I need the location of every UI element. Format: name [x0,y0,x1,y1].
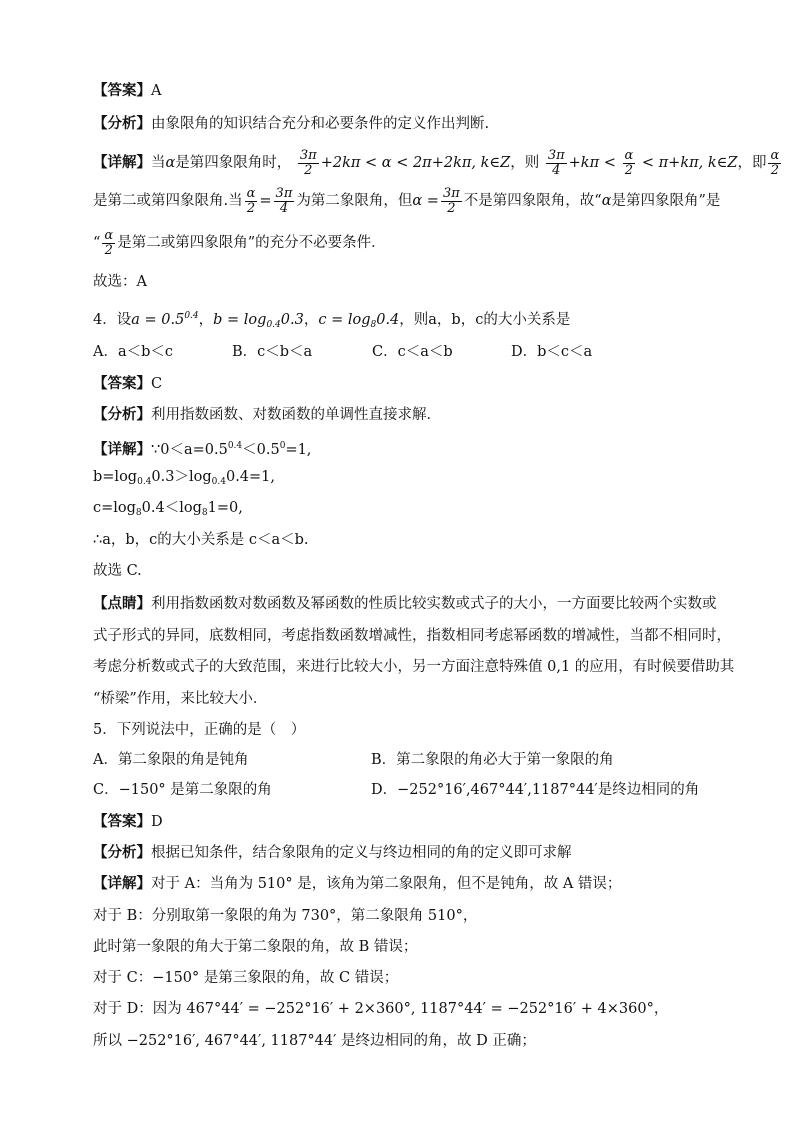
answer-value: C [151,376,163,392]
analysis-text: 利用指数函数、对数函数的单调性直接求解． [151,407,441,423]
option-a[interactable]: A．a＜b＜c [93,344,174,360]
detail-text: b=log [93,469,138,485]
comment-line-4: “桥梁”作用，来比较大小． [93,691,268,707]
detail-text: ，则 [510,155,540,171]
detail-line-4: 对于 C：−150° 是第三象限的角，故 C 错误； [93,970,399,986]
detail-text: 是第二或第四象限角.当 [93,193,243,209]
math-expression: < π+kπ, k∈Z [637,155,738,171]
analysis-tag: 【分析】 [93,844,151,861]
question-4-stem: 4．设$a = 0.5^{0.4}$，$b = \log_{0.4}0.3$，$c = \log_80.4$，则a，b，c的大小关系是 [93,311,571,330]
option-c[interactable]: C．c＜a＜b [372,344,453,360]
question-5-stem: 5．下列说法中，正确的是（ ） [93,722,306,738]
analysis-text: 根据已知条件，结合象限角的定义与终边相同的角的定义即可求解 [151,845,572,861]
option-b[interactable]: B．第二象限的角必大于第一象限的角 [371,752,614,768]
math-expression: α = [412,193,439,209]
detail-text: ∵0＜a=0.5 [151,442,228,458]
analysis-line [93,114,489,134]
math-expression: +kπ < [568,155,621,171]
detail-text: ＜0.5 [242,442,280,458]
answer-line [93,81,161,101]
math-fraction: $\frac{3\pi}{2}$ [299,147,317,178]
detail-text: 不是第四象限角，故“ [463,193,602,209]
detail-text: 1=0, [207,500,243,516]
math-expression: +2kπ < α < 2π+2kπ, k∈Z [320,155,511,171]
detail-text: c=log [93,500,136,516]
math-c-def: $c = \log_80.4$ [318,312,400,330]
detail-tag: 【详解】 [93,154,151,171]
answer-line [93,374,162,394]
math-fraction: $\frac{3\pi}{4}$ [275,185,293,216]
analysis-tag: 【分析】 [93,406,151,423]
answer-value: D [151,814,163,830]
detail-line-2 [93,186,720,216]
detail-line-4: ∴a，b，c的大小关系是 c＜a＜b. [93,532,309,548]
detail-text: 0.3＞log [151,469,212,485]
math-a-def: $a = 0.5^{0.4}$ [131,311,199,328]
comment-line-2: 式子形式的异同，底数相同，考虑指数函数增减性，指数相同考虑幂函数的增减性，当都不相同时， [93,628,731,644]
detail-text: “ [93,235,101,251]
detail-tag: 【详解】 [93,441,151,458]
detail-text: 为第二象限角，但 [296,193,413,209]
math-fraction: $\frac{\alpha}{2}$ [246,185,256,216]
detail-line-1 [93,148,783,178]
detail-line-5: 对于 D：因为 467°44′ = −252°16′ + 2×360°, 1187°44′ = −252°16′ + 4×360°， [93,1001,669,1017]
detail-line-6: 所以 −252°16′, 467°44′, 1187°44′ 是终边相同的角，故 D 正确； [93,1033,536,1049]
option-c[interactable]: C．−150° 是第二象限的角 [93,782,272,798]
detail-line-1 [93,874,621,894]
subscript: 8 [201,508,208,518]
math-fraction: $\frac{\alpha}{2}$ [104,227,114,258]
choose-line: 故选 C. [93,563,142,579]
subscript: 0.4 [137,477,152,487]
analysis-text: 由象限角的知识结合充分和必要条件的定义作出判断. [151,116,490,132]
detail-line-3 [93,228,386,258]
math-alpha: α [165,155,176,171]
detail-text: 是第二或第四象限角”的充分不必要条件． [117,235,386,251]
detail-text: 0.4=1, [225,469,276,485]
subscript: 0.4 [211,477,226,487]
detail-text: 是第四象限角时， [175,155,292,171]
subscript: 8 [135,508,142,518]
detail-text: ，即 [737,155,767,171]
detail-tag: 【详解】 [93,875,151,892]
analysis-line [93,843,572,863]
detail-text: =1, [285,442,312,458]
detail-text: 当 [151,155,166,171]
math-b-def: $b = \log_{0.4}0.3$ [213,312,304,330]
detail-line-3 [93,498,243,523]
answer-line [93,812,163,832]
detail-text: 对于 A：当角为 510° 是，该角为第二象限角，但不是钝角，故 A 错误； [151,876,622,892]
answer-value: A [151,83,162,99]
option-d[interactable]: D．−252°16′,467°44′,1187°44′是终边相同的角 [371,782,700,798]
math-fraction: $\frac{3\pi}{4}$ [547,147,565,178]
detail-line-3: 此时第一象限的角大于第二象限的角，故 B 错误； [93,939,418,955]
stem-text: ，则a，b，c的大小关系是 [399,312,571,328]
comment-line-1 [93,594,717,614]
analysis-line [93,405,441,425]
detail-line-2 [93,467,275,492]
comment-line-3: 考虑分析数或式子的大致范围，来进行比较大小，另一方面注意特殊值 0,1 的应用，有时候要借助其 [93,659,735,675]
stem-text: 4．设 [93,312,132,328]
detail-text: 是第四象限角”是 [611,193,721,209]
math-fraction: $\frac{3\pi}{2}$ [442,185,460,216]
choose-line: 故选：A [93,274,147,290]
math-expression: = [259,193,272,209]
detail-text: 0.4＜log [141,500,202,516]
superscript: 0.4 [227,441,243,451]
answer-tag: 【答案】 [93,375,151,392]
superscript: 0 [279,441,286,451]
option-b[interactable]: B．c＜b＜a [232,344,313,360]
math-alpha: α [601,193,612,209]
option-d[interactable]: D．b＜c＜a [511,344,593,360]
comment-text: 利用指数函数对数函数及幂函数的性质比较实数或式子的大小，一方面要比较两个实数或 [151,596,717,612]
detail-line-2: 对于 B：分别取第一象限的角为 730°，第二象限角 510°， [93,908,478,924]
analysis-tag: 【分析】 [93,115,151,132]
math-fraction: $\frac{\alpha}{2}$ [770,147,780,178]
answer-tag: 【答案】 [93,813,151,830]
option-a[interactable]: A．第二象限的角是钝角 [93,752,249,768]
math-fraction: $\frac{\alpha}{2}$ [624,147,634,178]
detail-line-1 [93,436,311,460]
answer-tag: 【答案】 [93,82,151,99]
comment-tag: 【点睛】 [93,595,151,612]
